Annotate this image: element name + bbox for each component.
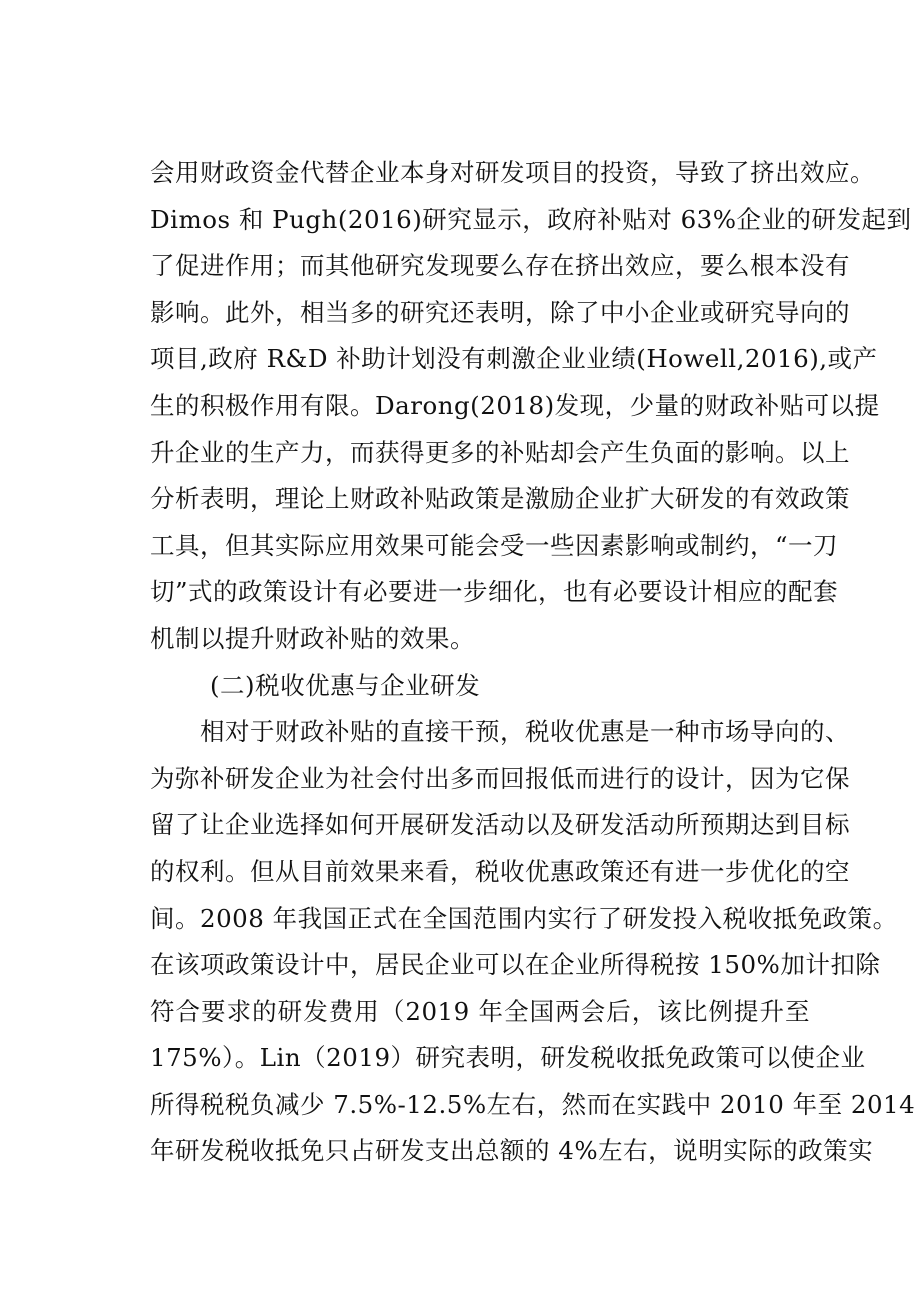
- paragraph-line: 生的积极作用有限。Darong(2018)发现，少量的财政补贴可以提: [150, 390, 880, 420]
- paragraph-line: 会用财政资金代替企业本身对研发项目的投资，导致了挤出效应。: [150, 158, 875, 187]
- paragraph-line: 间。2008 年我国正式在全国范围内实行了研发投入税收抵免政策。: [150, 903, 898, 933]
- paragraph-line-last: 机制以提升财政补贴的效果。: [150, 623, 475, 653]
- paragraph-line: 175%）。Lin（2019）研究表明，研发税收抵免政策可以使企业: [150, 1043, 866, 1073]
- paragraph-line: 的权利。但从目前效果来看，税收优惠政策还有进一步优化的空: [150, 856, 850, 886]
- paragraph-line: 留了让企业选择如何开展研发活动以及研发活动所预期达到目标: [150, 810, 850, 840]
- paragraph-line: 为弥补研发企业为社会付出多而回报低而进行的设计，因为它保: [150, 763, 850, 793]
- paragraph-line-first: 相对于财政补贴的直接干预，税收优惠是一种市场导向的、: [200, 717, 850, 747]
- paragraph-line: 在该项政策设计中，居民企业可以在企业所得税按 150%加计扣除: [150, 950, 881, 980]
- paragraph-line: 所得税税负减少 7.5%-12.5%左右，然而在实践中 2010 年至 2014: [150, 1089, 916, 1119]
- paragraph-line: 影响。此外，相当多的研究还表明，除了中小企业或研究导向的: [150, 297, 850, 327]
- paragraph-line: 分析表明，理论上财政补贴政策是激励企业扩大研发的有效政策: [150, 484, 850, 514]
- paragraph-line: 升企业的生产力，而获得更多的补贴却会产生负面的影响。以上: [150, 437, 850, 467]
- paragraph-line: 切”式的政策设计有必要进一步细化，也有必要设计相应的配套: [150, 577, 839, 607]
- paragraph-line: 年研发税收抵免只占研发支出总额的 4%左右，说明实际的政策实: [150, 1136, 874, 1166]
- paragraph-line: 符合要求的研发费用（2019 年全国两会后，该比例提升至: [150, 996, 810, 1026]
- section-heading: (二)税收优惠与企业研发: [210, 670, 481, 700]
- paragraph-line: 项目,政府 R&D 补助计划没有刺激企业业绩(Howell,2016),或产: [150, 344, 878, 374]
- paragraph-line: 了促进作用；而其他研究发现要么存在挤出效应，要么根本没有: [150, 251, 850, 281]
- paragraph-line: Dimos 和 Pugh(2016)研究显示，政府补贴对 63%企业的研发起到: [150, 204, 912, 234]
- body-text: [150, 150, 916, 1175]
- paragraph-line: 工具，但其实际应用效果可能会受一些因素影响或制约，“一刀: [150, 530, 839, 560]
